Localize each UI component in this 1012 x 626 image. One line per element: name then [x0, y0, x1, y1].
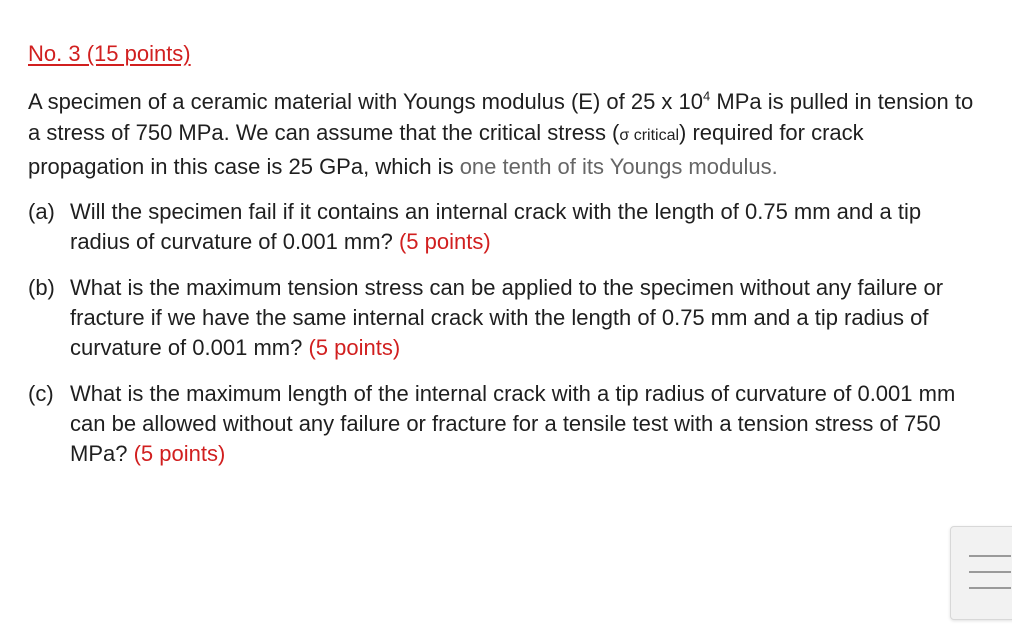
points-label: (5 points): [398, 229, 491, 254]
menu-button[interactable]: [950, 526, 1012, 620]
question-item-b: [28, 273, 988, 363]
question-text: [70, 197, 976, 257]
question-label: (c): [28, 381, 54, 406]
intro-text-3: ) required for crack propagation in this case is 25 GPa, which is: [28, 120, 864, 179]
question-item-a: [28, 197, 988, 257]
question-text: [70, 379, 976, 469]
exponent: 4: [703, 88, 711, 104]
points-label: (5 points): [133, 441, 226, 466]
question-item-c: [28, 379, 988, 469]
sigma-symbol: σ: [619, 127, 630, 144]
intro-text-2: MPa is pulled in tension to a stress of 750 MPa. We can assume that the critical stress (: [28, 89, 974, 145]
question-text: [70, 273, 976, 363]
question-body: Will the specimen fail if it contains an internal crack with the length of 0.75 mm and a tip radius of curvature of 0.001 mm?: [70, 199, 922, 254]
points-label: (5 points): [308, 335, 401, 360]
question-label: (b): [28, 275, 55, 300]
document-page: [28, 40, 988, 485]
question-heading: No. 3 (15 points): [28, 41, 191, 66]
question-label: (a): [28, 199, 55, 224]
intro-text-1: A specimen of a ceramic material with Youngs modulus (E) of 25 x 10: [28, 89, 704, 114]
problem-statement: [28, 86, 978, 182]
question-body: What is the maximum tension stress can be applied to the specimen without any failure or fracture if we have the same internal crack with the length of 0.75 mm and a tip radius of curvature of 0.001 mm?: [70, 275, 944, 360]
question-list: [28, 197, 988, 469]
intro-muted-text: one tenth of its Youngs modulus.: [459, 154, 778, 179]
critical-subscript: critical: [629, 127, 680, 144]
question-body: What is the maximum length of the internal crack with a tip radius of curvature of 0.001 mm can be allowed without any failure or fracture for a tensile test with a tension stress of 750 MPa?: [70, 381, 956, 466]
